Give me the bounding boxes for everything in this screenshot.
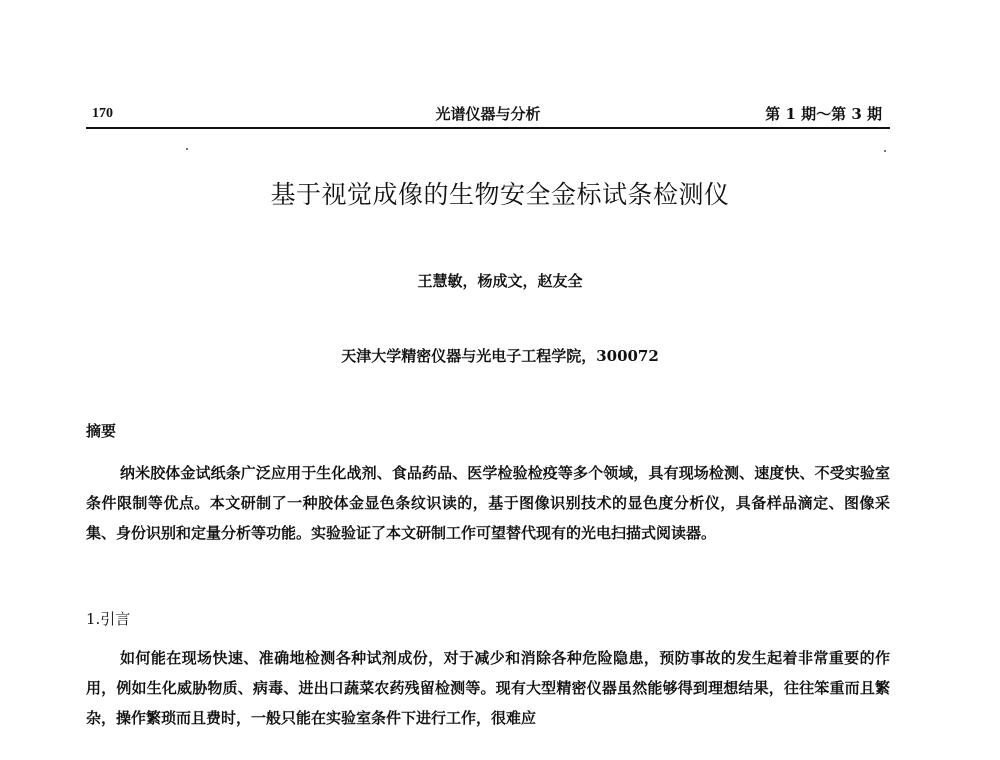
- issue-range: 第 1 期～第 3 期: [765, 105, 882, 123]
- abstract-text: 纳米胶体金试纸条广泛应用于生化战剂、食品药品、医学检验检疫等多个领域，具有现场检测、速度快、不受实验室条件限制等优点。本文研制了一种胶体金显色条纹识读的，基于图像识别技术的显色度分析仪，具备样品滴定、图像采集、身份识别和定量分析等功能。实验验证了本文研制工作可望替代现有的光电扫描式阅读器。: [86, 464, 890, 542]
- journal-name: 光谱仪器与分析: [435, 105, 541, 123]
- author-list: 王慧敏，杨成文，赵友全: [417, 272, 583, 290]
- introduction-text: 如何能在现场快速、准确地检测各种试剂成份，对于减少和消除各种危险隐患，预防事故的发生起着非常重要的作用，例如生化威胁物质、病毒、进出口蔬菜农药残留检测等。现有大型精密仪器虽然能够得到理想结果，往往笨重而且繁杂，操作繁琐而且费时，一般只能在实验室条件下进行工作，很难应: [86, 649, 890, 727]
- running-header: [86, 103, 890, 129]
- affiliation: 天津大学精密仪器与光电子工程学院，300072: [341, 347, 659, 365]
- section-heading-introduction: 1.引言: [86, 610, 131, 628]
- page-number: 170: [92, 106, 113, 121]
- abstract-heading: 摘要: [86, 422, 117, 440]
- scan-speck: [884, 150, 886, 152]
- paper-title: 基于视觉成像的生物安全金标试条检测仪: [270, 180, 730, 209]
- scan-speck: [186, 148, 188, 150]
